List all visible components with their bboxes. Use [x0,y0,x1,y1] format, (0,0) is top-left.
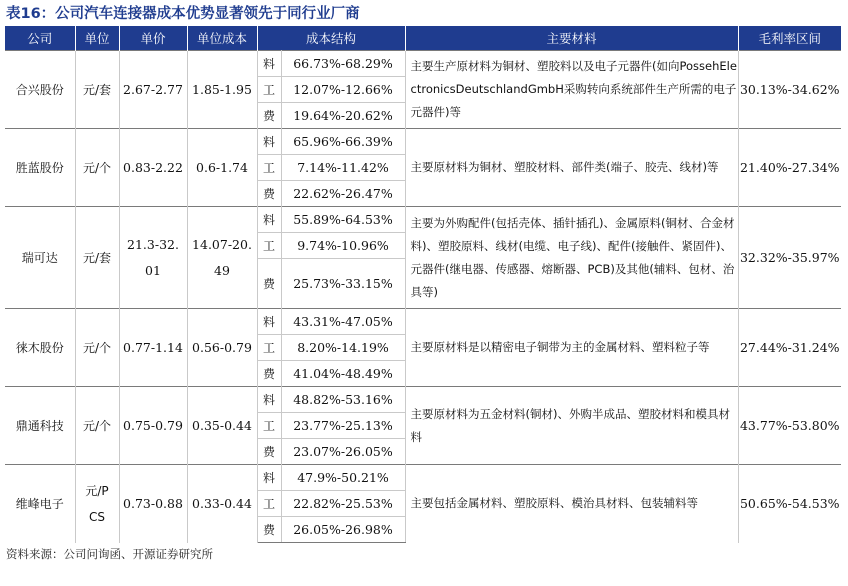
unit: 元/套 [75,51,119,129]
cost-share-overhead: 19.64%-20.62% [281,103,405,129]
cost-share-material: 66.73%-68.29% [281,51,405,77]
header-row [5,26,841,51]
cost-share-labor: 22.82%-25.53% [281,491,405,517]
main-materials: 主要生产原材料为铜材、塑胶料以及电子元器件(如向PossehElectronicsDeutschlandGmbH采购转向系统部件生产所需的电子元器件)等 [405,51,738,129]
header-margin: 毛利率区间 [738,26,841,51]
cost-label-material: 料 [257,387,281,413]
cost-share-overhead: 23.07%-26.05% [281,439,405,465]
cost-label-labor: 工 [257,155,281,181]
table-row [5,309,841,335]
unit-price: 0.75-0.79 [119,387,187,465]
table-row [5,129,841,155]
main-materials: 主要原材料为五金材料(铜材)、外购半成品、塑胶材料和模具材料 [405,387,738,465]
cost-label-labor: 工 [257,413,281,439]
unit-cost: 0.33-0.44 [187,465,257,543]
header-company: 公司 [5,26,75,51]
header-materials: 主要材料 [405,26,738,51]
cost-share-overhead: 25.73%-33.15% [281,259,405,309]
cost-share-material: 48.82%-53.16% [281,387,405,413]
cost-share-material: 65.96%-66.39% [281,129,405,155]
gross-margin-range: 43.77%-53.80% [738,387,841,465]
unit: 元/个 [75,309,119,387]
cost-label-material: 料 [257,309,281,335]
main-materials: 主要原材料是以精密电子铜带为主的金属材料、塑料粒子等 [405,309,738,387]
unit-cost: 14.07-20.49 [187,207,257,309]
unit-price: 0.73-0.88 [119,465,187,543]
unit-cost: 0.6-1.74 [187,129,257,207]
cost-share-material: 55.89%-64.53% [281,207,405,233]
cost-label-labor: 工 [257,233,281,259]
cost-label-overhead: 费 [257,439,281,465]
gross-margin-range: 50.65%-54.53% [738,465,841,543]
cost-label-material: 料 [257,207,281,233]
source-note: 资料来源：公司问询函、开源证券研究所 [6,547,213,561]
cost-label-overhead: 费 [257,517,281,543]
cost-share-overhead: 41.04%-48.49% [281,361,405,387]
unit-cost: 0.56-0.79 [187,309,257,387]
cost-share-labor: 8.20%-14.19% [281,335,405,361]
unit-price: 21.3-32.01 [119,207,187,309]
main-materials: 主要原材料为铜材、塑胶材料、部件类(端子、胶壳、线材)等 [405,129,738,207]
company-name: 徕木股份 [5,309,75,387]
cost-share-overhead: 26.05%-26.98% [281,517,405,543]
cost-label-labor: 工 [257,491,281,517]
unit: 元/个 [75,129,119,207]
table-row [5,387,841,413]
table-body [5,51,841,543]
table-row [5,207,841,233]
unit: 元/PCS [75,465,119,543]
cost-share-labor: 23.77%-25.13% [281,413,405,439]
company-name: 合兴股份 [5,51,75,129]
unit: 元/个 [75,387,119,465]
header-cost-structure: 成本结构 [257,26,405,51]
header-unit: 单位 [75,26,119,51]
cost-comparison-table [5,26,841,543]
gross-margin-range: 27.44%-31.24% [738,309,841,387]
unit-price: 0.83-2.22 [119,129,187,207]
cost-label-overhead: 费 [257,181,281,207]
table-row [5,465,841,491]
company-name: 维峰电子 [5,465,75,543]
cost-share-labor: 7.14%-11.42% [281,155,405,181]
header-unit-cost: 单位成本 [187,26,257,51]
cost-label-material: 料 [257,129,281,155]
company-name: 胜蓝股份 [5,129,75,207]
gross-margin-range: 30.13%-34.62% [738,51,841,129]
table-title: 表16：公司汽车连接器成本优势显著领先于同行业厂商 [6,6,360,22]
company-name: 鼎通科技 [5,387,75,465]
main-materials: 主要为外购配件(包括壳体、插针插孔)、金属原料(铜材、合金材料)、塑胶原料、线材(电缆、电子线)、配件(接触件、紧固件)、元器件(继电器、传感器、熔断器、PCB)及其他(辅料、包材、治具等) [405,207,738,309]
table-row [5,51,841,77]
cost-label-overhead: 费 [257,103,281,129]
cost-share-overhead: 22.62%-26.47% [281,181,405,207]
cost-label-overhead: 费 [257,259,281,309]
main-materials: 主要包括金属材料、塑胶原料、模治具材料、包装辅料等 [405,465,738,543]
unit-cost: 0.35-0.44 [187,387,257,465]
header-price: 单价 [119,26,187,51]
company-name: 瑞可达 [5,207,75,309]
cost-label-material: 料 [257,465,281,491]
cost-share-labor: 12.07%-12.66% [281,77,405,103]
unit: 元/套 [75,207,119,309]
cost-label-overhead: 费 [257,361,281,387]
unit-price: 2.67-2.77 [119,51,187,129]
gross-margin-range: 21.40%-27.34% [738,129,841,207]
unit-cost: 1.85-1.95 [187,51,257,129]
cost-label-labor: 工 [257,335,281,361]
cost-label-labor: 工 [257,77,281,103]
cost-share-material: 43.31%-47.05% [281,309,405,335]
cost-share-material: 47.9%-50.21% [281,465,405,491]
cost-share-labor: 9.74%-10.96% [281,233,405,259]
unit-price: 0.77-1.14 [119,309,187,387]
cost-label-material: 料 [257,51,281,77]
gross-margin-range: 32.32%-35.97% [738,207,841,309]
